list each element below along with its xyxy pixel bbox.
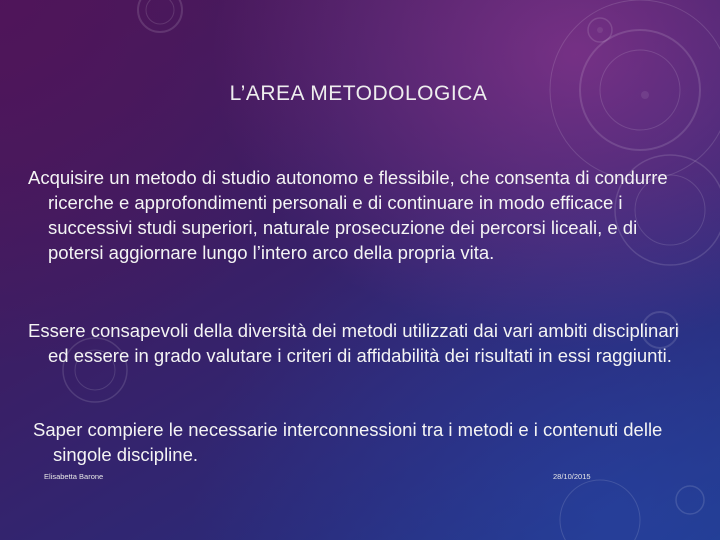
slide-title: L’AREA METODOLOGICA bbox=[229, 82, 488, 105]
paragraph-method-study: Acquisire un metodo di studio autonomo e flessibile, che consenta di condurre ricerche e approfondimenti personali e di continuare in modo efficace i successivi studi superiori, naturale prosecuzione dei percorsi liceali, e di potersi aggiornare lungo l’intero arco della propria vita. bbox=[28, 167, 668, 263]
paragraph-method-awareness: Essere consapevoli della diversità dei metodi utilizzati dai vari ambiti disciplinari ed essere in grado valutare i criteri di affidabilità dei risultati in essi raggiunti. bbox=[28, 320, 679, 366]
footer-author: Elisabetta Barone bbox=[44, 472, 104, 481]
footer-date: 28/10/2015 bbox=[553, 472, 591, 481]
paragraph-interconnections: Saper compiere le necessarie interconnessioni tra i metodi e i contenuti delle singole discipline. bbox=[33, 419, 663, 465]
